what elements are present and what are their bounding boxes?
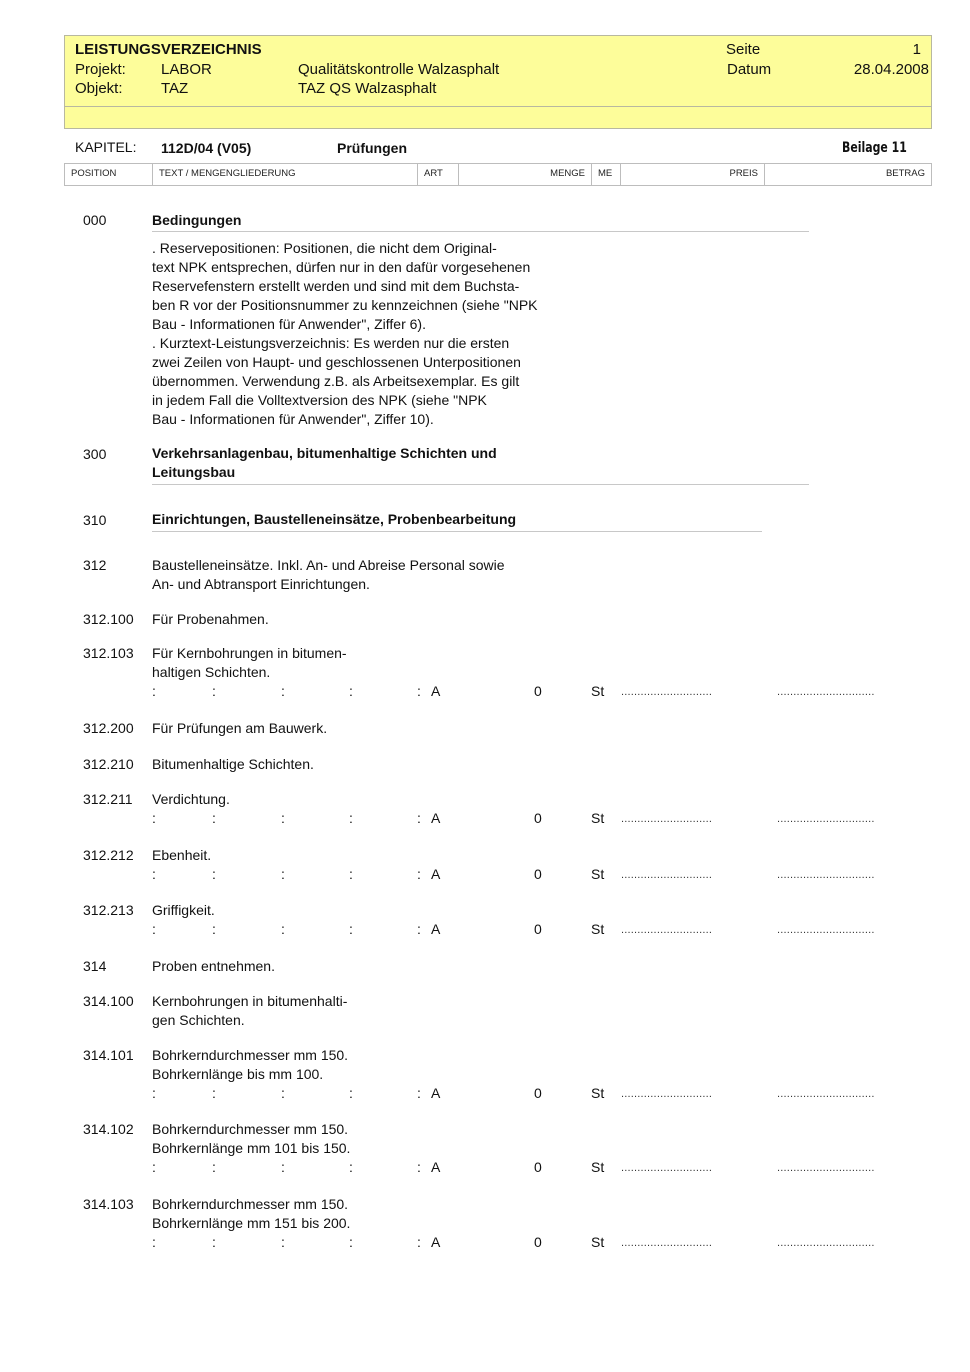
column-header xyxy=(64,163,932,186)
section-310-rule xyxy=(152,531,762,532)
art-value: A xyxy=(431,921,441,937)
position-number: 314.103 xyxy=(83,1196,134,1212)
position-text-line: Verdichtung. xyxy=(152,791,230,807)
colon-separator: : xyxy=(212,683,216,699)
colon-separator: : xyxy=(152,683,156,699)
body-line: übernommen. Verwendung z.B. als Arbeitsexemplar. Es gilt xyxy=(152,373,520,389)
colon-separator: : xyxy=(417,1234,421,1250)
position-text-line: Für Kernbohrungen in bitumen- xyxy=(152,645,347,661)
section-000-body xyxy=(152,239,538,429)
position-number: 314 xyxy=(83,958,107,974)
colon-separator: : xyxy=(417,1085,421,1101)
kapitel-name: Prüfungen xyxy=(337,140,407,156)
col-me: ME xyxy=(591,164,620,185)
unit-value: St xyxy=(591,1085,605,1101)
seite-label: Seite xyxy=(726,41,761,58)
kapitel-label: KAPITEL: xyxy=(75,139,137,155)
body-line: zwei Zeilen von Haupt- und geschlossenen Unterpositionen xyxy=(152,354,521,370)
position-number: 312.103 xyxy=(83,645,134,661)
body-line: Bau - Informationen für Anwender", Ziffer 6). xyxy=(152,316,426,332)
art-value: A xyxy=(431,1159,441,1175)
position-text-line: Bohrkerndurchmesser mm 150. xyxy=(152,1196,349,1212)
projekt-name: Qualitätskontrolle Walzasphalt xyxy=(298,61,500,78)
body-line: Bau - Informationen für Anwender", Ziffer 10). xyxy=(152,411,434,427)
position-number: 312.100 xyxy=(83,611,134,627)
preis-field: ............................ xyxy=(621,686,713,698)
kapitel-number: 112D/04 (V05) xyxy=(161,140,252,156)
colon-separator: : xyxy=(281,683,285,699)
colon-separator: : xyxy=(281,1085,285,1101)
colon-separator: : xyxy=(212,921,216,937)
body-line: . Reservepositionen: Positionen, die nicht dem Original- xyxy=(152,240,497,256)
preis-field: ............................ xyxy=(621,869,713,881)
objekt-label: Objekt: xyxy=(75,80,123,97)
col-preis: PREIS xyxy=(620,164,764,185)
section-300-title xyxy=(152,444,497,482)
preis-field: ............................ xyxy=(621,813,713,825)
colon-separator: : xyxy=(281,866,285,882)
preis-field: ............................ xyxy=(621,924,713,936)
position-text-line: Baustelleneinsätze. Inkl. An- und Abreise Personal sowie xyxy=(152,557,505,573)
section-000-pos: 000 xyxy=(83,212,107,228)
colon-separator: : xyxy=(349,683,353,699)
colon-separator: : xyxy=(152,1234,156,1250)
unit-value: St xyxy=(591,921,605,937)
position-text-line: gen Schichten. xyxy=(152,1012,245,1028)
colon-separator: : xyxy=(152,1085,156,1101)
menge-value: 0 xyxy=(534,810,542,826)
colon-separator: : xyxy=(281,810,285,826)
art-value: A xyxy=(431,1234,441,1250)
position-text-line: An- und Abtransport Einrichtungen. xyxy=(152,576,370,592)
preis-field: ............................ xyxy=(621,1162,713,1174)
section-310-pos: 310 xyxy=(83,512,107,528)
unit-value: St xyxy=(591,683,605,699)
unit-value: St xyxy=(591,1159,605,1175)
datum-label: Datum xyxy=(727,61,772,78)
colon-separator: : xyxy=(152,810,156,826)
art-value: A xyxy=(431,1085,441,1101)
projekt-label: Projekt: xyxy=(75,61,126,78)
section-310-title: Einrichtungen, Baustelleneinsätze, Probenbearbeitung xyxy=(152,511,517,527)
col-text: TEXT / MENGENGLIEDERUNG xyxy=(152,164,417,185)
body-line: text NPK entsprechen, dürfen nur in den dafür vorgesehenen xyxy=(152,259,531,275)
section-000-rule xyxy=(152,231,809,232)
betrag-field: .............................. xyxy=(777,686,875,698)
section-300-rule xyxy=(152,484,809,485)
colon-separator: : xyxy=(212,810,216,826)
position-number: 314.101 xyxy=(83,1047,134,1063)
colon-separator: : xyxy=(349,1159,353,1175)
position-number: 312.200 xyxy=(83,720,134,736)
colon-separator: : xyxy=(212,1085,216,1101)
menge-value: 0 xyxy=(534,921,542,937)
menge-value: 0 xyxy=(534,1234,542,1250)
unit-value: St xyxy=(591,866,605,882)
position-text-line: Proben entnehmen. xyxy=(152,958,275,974)
objekt-code: TAZ xyxy=(161,80,189,97)
body-line: in jedem Fall die Volltextversion des NPK (siehe "NPK xyxy=(152,392,487,408)
document-header xyxy=(64,35,932,129)
betrag-field: .............................. xyxy=(777,1088,875,1100)
unit-value: St xyxy=(591,810,605,826)
position-text-line: Bohrkernlänge bis mm 100. xyxy=(152,1066,324,1082)
header-divider xyxy=(65,106,931,107)
position-text-line: Bohrkernlänge mm 101 bis 150. xyxy=(152,1140,351,1156)
betrag-field: .............................. xyxy=(777,1237,875,1249)
colon-separator: : xyxy=(281,921,285,937)
colon-separator: : xyxy=(349,866,353,882)
position-text-line: Für Probenahmen. xyxy=(152,611,269,627)
body-line: Reservefenstern erstellt werden und sind mit dem Buchsta- xyxy=(152,278,520,294)
position-number: 312.210 xyxy=(83,756,134,772)
menge-value: 0 xyxy=(534,866,542,882)
position-text-line: Griffigkeit. xyxy=(152,902,215,918)
col-position: POSITION xyxy=(71,168,117,179)
menge-value: 0 xyxy=(534,683,542,699)
position-text-line: Bohrkerndurchmesser mm 150. xyxy=(152,1047,349,1063)
colon-separator: : xyxy=(349,1234,353,1250)
body-line: . Kurztext-Leistungsverzeichnis: Es werden nur die ersten xyxy=(152,335,510,351)
col-menge: MENGE xyxy=(458,164,591,185)
art-value: A xyxy=(431,866,441,882)
colon-separator: : xyxy=(417,810,421,826)
objekt-name: TAZ QS Walzasphalt xyxy=(298,80,437,97)
section-000-title: Bedingungen xyxy=(152,212,242,228)
position-text-line: Bohrkernlänge mm 151 bis 200. xyxy=(152,1215,351,1231)
colon-separator: : xyxy=(281,1159,285,1175)
datum-value: 28.04.2008 xyxy=(853,61,929,78)
section-300-pos: 300 xyxy=(83,446,107,462)
body-line: ben R vor der Positionsnummer zu kennzeichnen (siehe "NPK xyxy=(152,297,538,313)
position-number: 312.212 xyxy=(83,847,134,863)
beilage-label: Beilage 11 xyxy=(842,140,907,156)
position-number: 314.100 xyxy=(83,993,134,1009)
colon-separator: : xyxy=(212,1159,216,1175)
betrag-field: .............................. xyxy=(777,813,875,825)
preis-field: ............................ xyxy=(621,1237,713,1249)
position-number: 312.213 xyxy=(83,902,134,918)
document-title: LEISTUNGSVERZEICHNIS xyxy=(75,41,262,58)
colon-separator: : xyxy=(349,810,353,826)
colon-separator: : xyxy=(152,866,156,882)
betrag-field: .............................. xyxy=(777,924,875,936)
colon-separator: : xyxy=(152,921,156,937)
colon-separator: : xyxy=(417,866,421,882)
colon-separator: : xyxy=(152,1159,156,1175)
projekt-code: LABOR xyxy=(161,61,212,78)
position-text-line: Für Prüfungen am Bauwerk. xyxy=(152,720,328,736)
position-text-line: Kernbohrungen in bitumenhalti- xyxy=(152,993,348,1009)
menge-value: 0 xyxy=(534,1159,542,1175)
colon-separator: : xyxy=(417,921,421,937)
colon-separator: : xyxy=(281,1234,285,1250)
colon-separator: : xyxy=(417,1159,421,1175)
colon-separator: : xyxy=(212,866,216,882)
preis-field: ............................ xyxy=(621,1088,713,1100)
seite-value: 1 xyxy=(912,41,921,58)
unit-value: St xyxy=(591,1234,605,1250)
betrag-field: .............................. xyxy=(777,869,875,881)
position-number: 314.102 xyxy=(83,1121,134,1137)
position-text-line: Bohrkerndurchmesser mm 150. xyxy=(152,1121,349,1137)
colon-separator: : xyxy=(417,683,421,699)
menge-value: 0 xyxy=(534,1085,542,1101)
col-betrag: BETRAG xyxy=(764,164,931,185)
section-300-title-line: Verkehrsanlagenbau, bitumenhaltige Schichten und xyxy=(152,445,497,461)
colon-separator: : xyxy=(349,921,353,937)
col-art: ART xyxy=(417,164,458,185)
position-text-line: haltigen Schichten. xyxy=(152,664,271,680)
position-text-line: Ebenheit. xyxy=(152,847,212,863)
art-value: A xyxy=(431,683,441,699)
position-text-line: Bitumenhaltige Schichten. xyxy=(152,756,314,772)
section-300-title-line: Leitungsbau xyxy=(152,464,236,480)
art-value: A xyxy=(431,810,441,826)
betrag-field: .............................. xyxy=(777,1162,875,1174)
colon-separator: : xyxy=(212,1234,216,1250)
position-number: 312 xyxy=(83,557,107,573)
colon-separator: : xyxy=(349,1085,353,1101)
position-number: 312.211 xyxy=(83,791,133,807)
